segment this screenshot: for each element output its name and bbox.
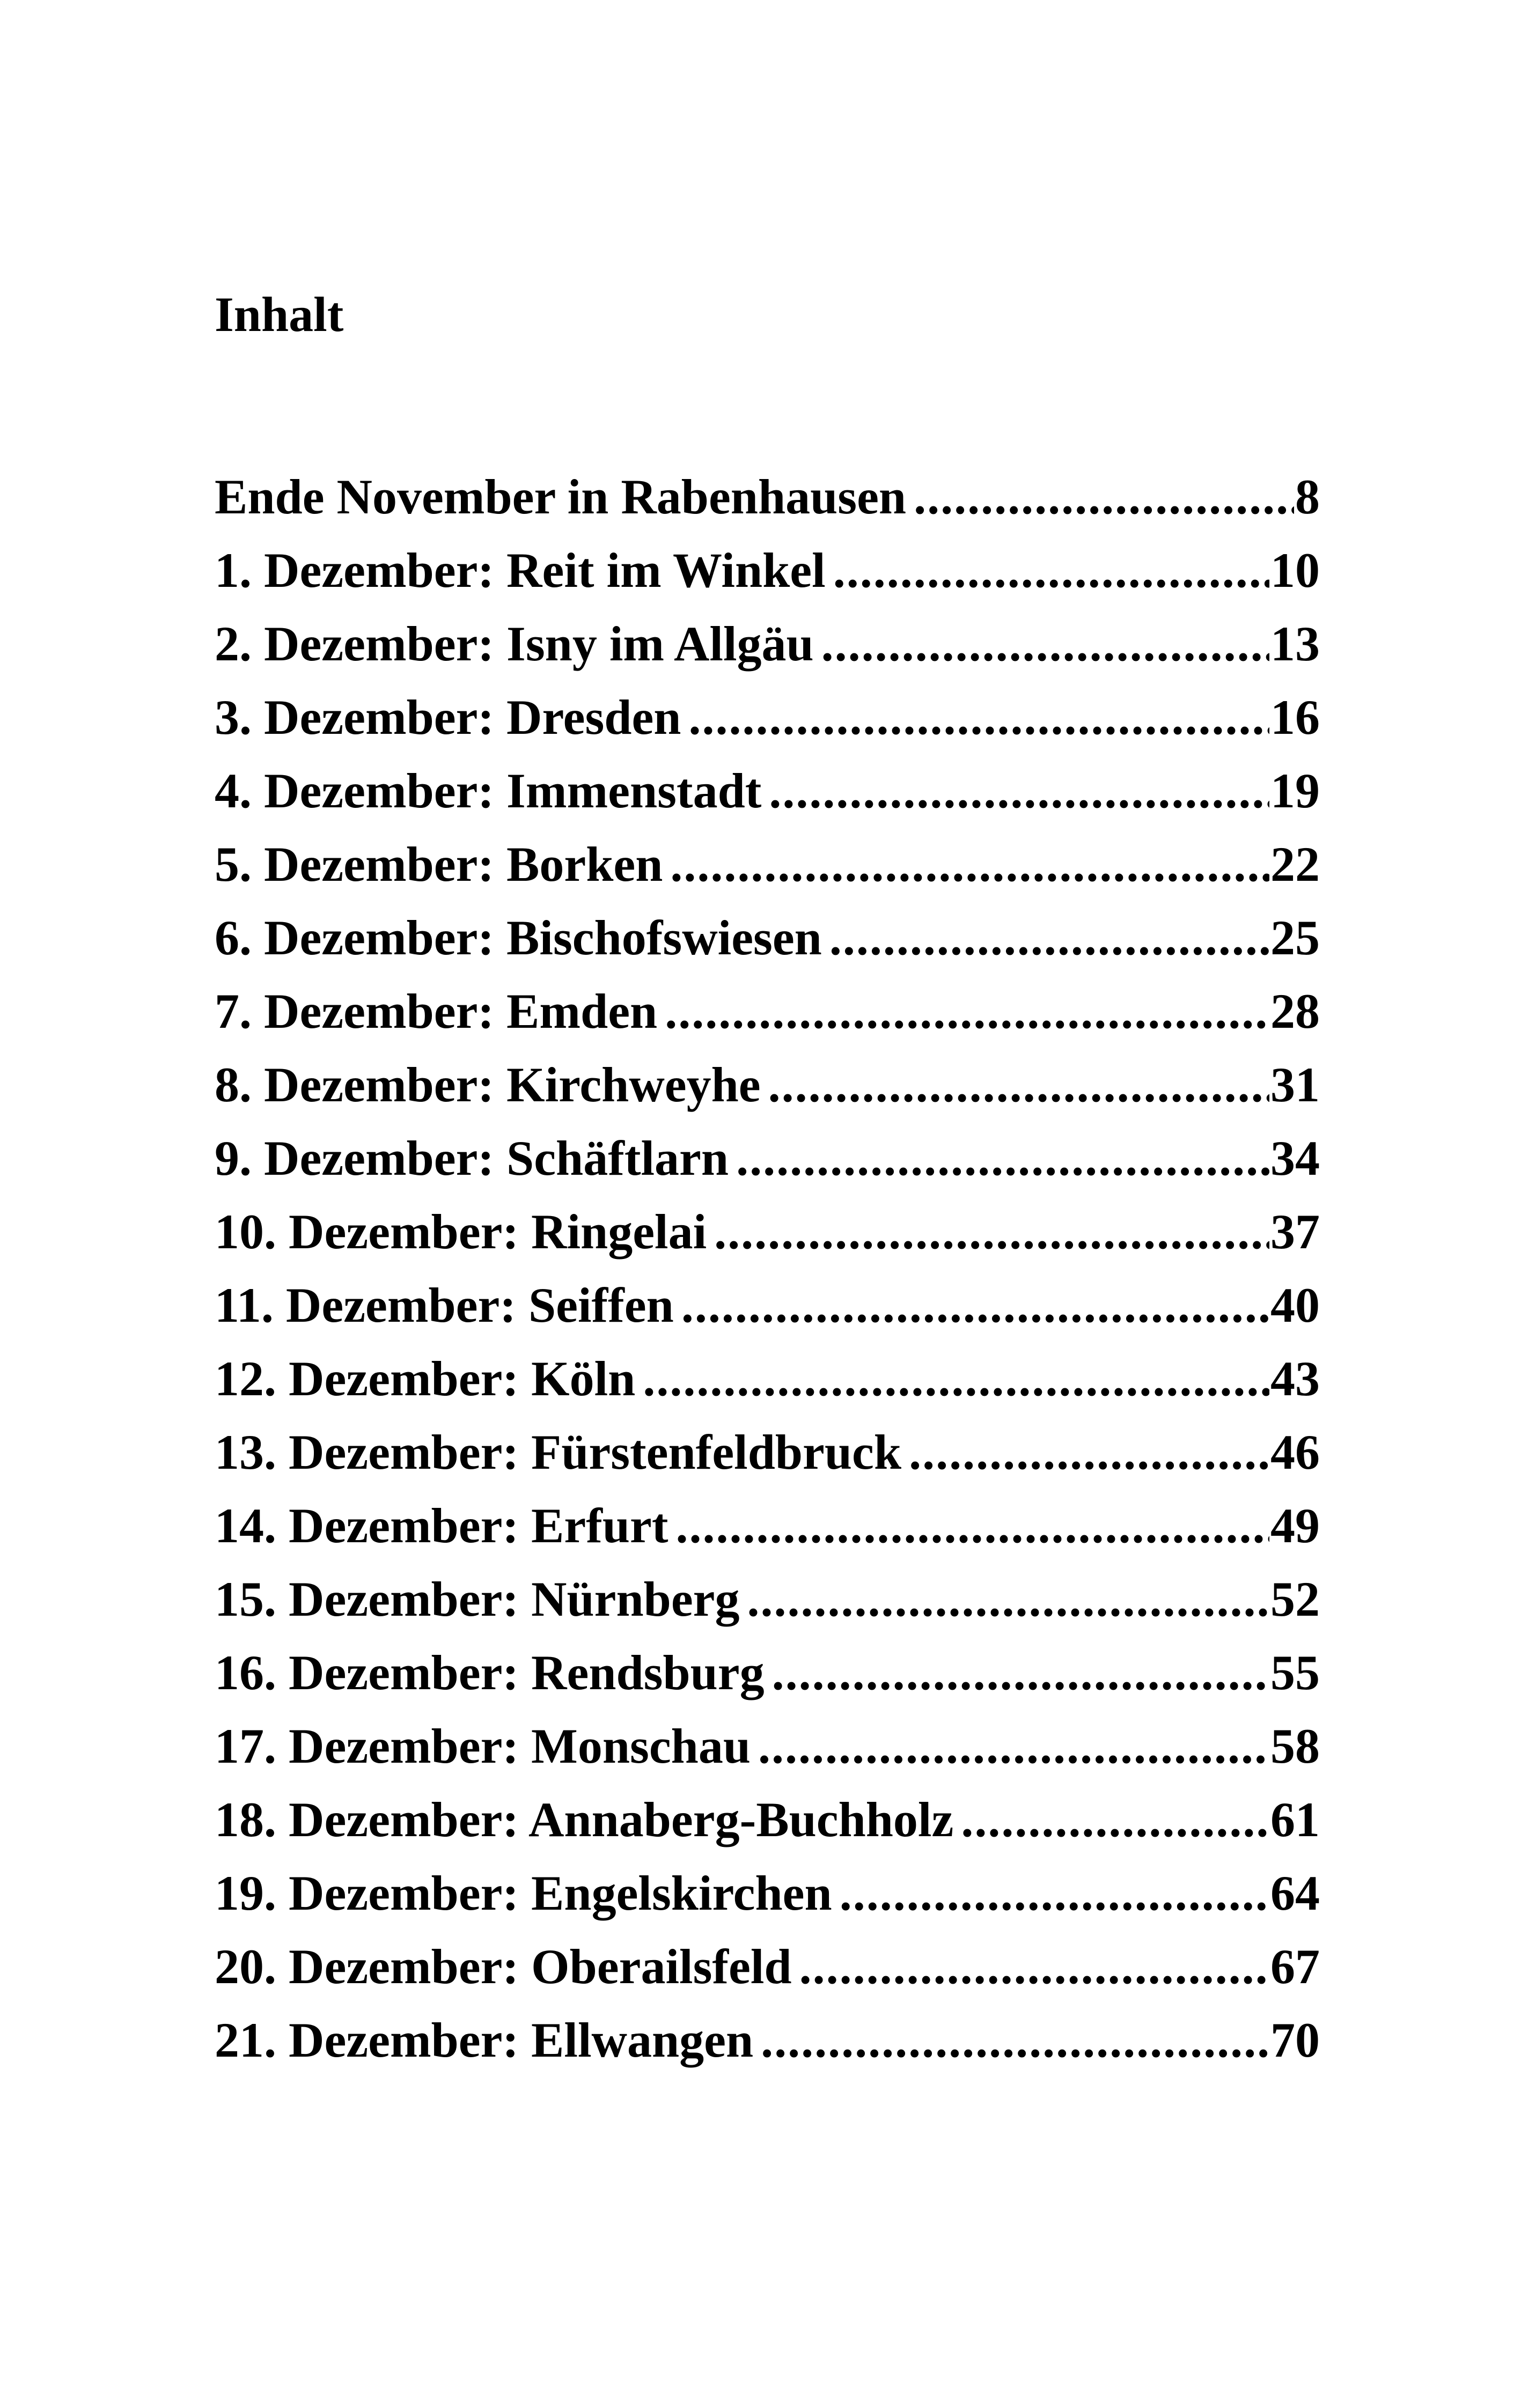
toc-heading: Inhalt [215,287,344,342]
toc-entry-page-number: 67 [1270,1942,1320,1994]
dot-leader [909,1427,1269,1477]
toc-entry [215,546,1320,619]
dot-leader [961,1795,1269,1844]
toc-entry [215,472,1320,546]
toc-entry [215,1060,1320,1133]
toc-entry-page-number: 37 [1270,1207,1320,1259]
dot-leader [840,1868,1269,1918]
toc-entry-title: 5. Dezember: Borken [215,840,663,892]
toc-entry-page-number: 8 [1295,472,1320,524]
dot-leader [670,840,1269,889]
toc-entry-title: 2. Dezember: Isny im Allgäu [215,619,814,671]
toc-entry [215,913,1320,986]
toc-entry [215,1721,1320,1795]
toc-entry-title: 11. Dezember: Seiffen [215,1280,674,1332]
dot-leader [665,986,1269,1036]
toc-entry [215,1354,1320,1427]
toc-entry-page-number: 55 [1270,1648,1320,1700]
dot-leader [799,1942,1269,1991]
dot-leader [769,766,1269,815]
toc-entry-page-number: 46 [1270,1427,1320,1479]
toc-entry-title: 7. Dezember: Emden [215,986,658,1039]
toc-entry [215,986,1320,1060]
toc-entry [215,1133,1320,1207]
toc-entry-page-number: 10 [1270,546,1320,598]
toc-entry-title: 19. Dezember: Engelskirchen [215,1868,832,1920]
dot-leader [676,1501,1269,1550]
toc-entry-page-number: 16 [1270,693,1320,745]
dot-leader [829,913,1269,962]
toc-entry [215,1427,1320,1501]
toc-entry-title: Ende November in Rabenhausen [215,472,907,524]
dot-leader [688,693,1269,742]
dot-leader [761,2015,1269,2065]
toc-entry [215,1574,1320,1648]
toc-entry [215,1795,1320,1868]
toc-entry-title: 20. Dezember: Oberailsfeld [215,1942,792,1994]
toc-entry-title: 8. Dezember: Kirchweyhe [215,1060,761,1112]
toc-entry-page-number: 58 [1270,1721,1320,1773]
dot-leader [747,1574,1270,1624]
toc-entry-page-number: 64 [1270,1868,1320,1920]
toc-entry-page-number: 40 [1270,1280,1320,1332]
toc-entry [215,1942,1320,2015]
dot-leader [821,619,1269,668]
toc-entry-title: 6. Dezember: Bischofswiesen [215,913,822,965]
toc-entry-title: 10. Dezember: Ringelai [215,1207,707,1259]
toc-entry-page-number: 22 [1270,840,1320,892]
toc-entry [215,1280,1320,1354]
toc-entry-title: 12. Dezember: Köln [215,1354,636,1406]
toc-entry-page-number: 34 [1270,1133,1320,1185]
dot-leader [736,1133,1269,1183]
toc-entry-title: 3. Dezember: Dresden [215,693,681,745]
toc-entry-title: 18. Dezember: Annaberg-Buchholz [215,1795,954,1847]
toc-entry-page-number: 61 [1270,1795,1320,1847]
toc-entry-page-number: 43 [1270,1354,1320,1406]
toc-entry-page-number: 28 [1270,986,1320,1039]
toc-entry-page-number: 19 [1270,766,1320,818]
toc-entry [215,693,1320,766]
toc-entry [215,1868,1320,1942]
toc-entry-page-number: 13 [1270,619,1320,671]
toc-entry-page-number: 70 [1270,2015,1320,2067]
toc-entry-title: 15. Dezember: Nürnberg [215,1574,740,1626]
toc-entry [215,1501,1320,1574]
toc-entry-title: 4. Dezember: Immenstadt [215,766,762,818]
toc-entry-title: 1. Dezember: Reit im Winkel [215,546,826,598]
toc-entry-page-number: 49 [1270,1501,1320,1553]
toc-entry-title: 9. Dezember: Schäftlarn [215,1133,729,1185]
toc-entry-page-number: 25 [1270,913,1320,965]
dot-leader [681,1280,1269,1330]
toc-entry-title: 17. Dezember: Monschau [215,1721,751,1773]
toc-entry-page-number: 31 [1270,1060,1320,1112]
table-of-contents [215,472,1320,2089]
toc-entry [215,1207,1320,1280]
toc-entry-title: 16. Dezember: Rendsburg [215,1648,765,1700]
toc-entry [215,619,1320,693]
toc-entry [215,1648,1320,1721]
dot-leader [833,546,1269,595]
toc-entry-page-number: 52 [1270,1574,1320,1626]
toc-entry-title: 13. Dezember: Fürstenfeldbruck [215,1427,902,1479]
toc-entry [215,840,1320,913]
toc-entry [215,2015,1320,2089]
dot-leader [714,1207,1269,1256]
toc-entry-title: 14. Dezember: Erfurt [215,1501,668,1553]
dot-leader [643,1354,1269,1403]
dot-leader [758,1721,1269,1771]
toc-entry-title: 21. Dezember: Ellwangen [215,2015,754,2067]
dot-leader [772,1648,1269,1697]
dot-leader [914,472,1294,521]
dot-leader [768,1060,1269,1109]
toc-entry [215,766,1320,840]
